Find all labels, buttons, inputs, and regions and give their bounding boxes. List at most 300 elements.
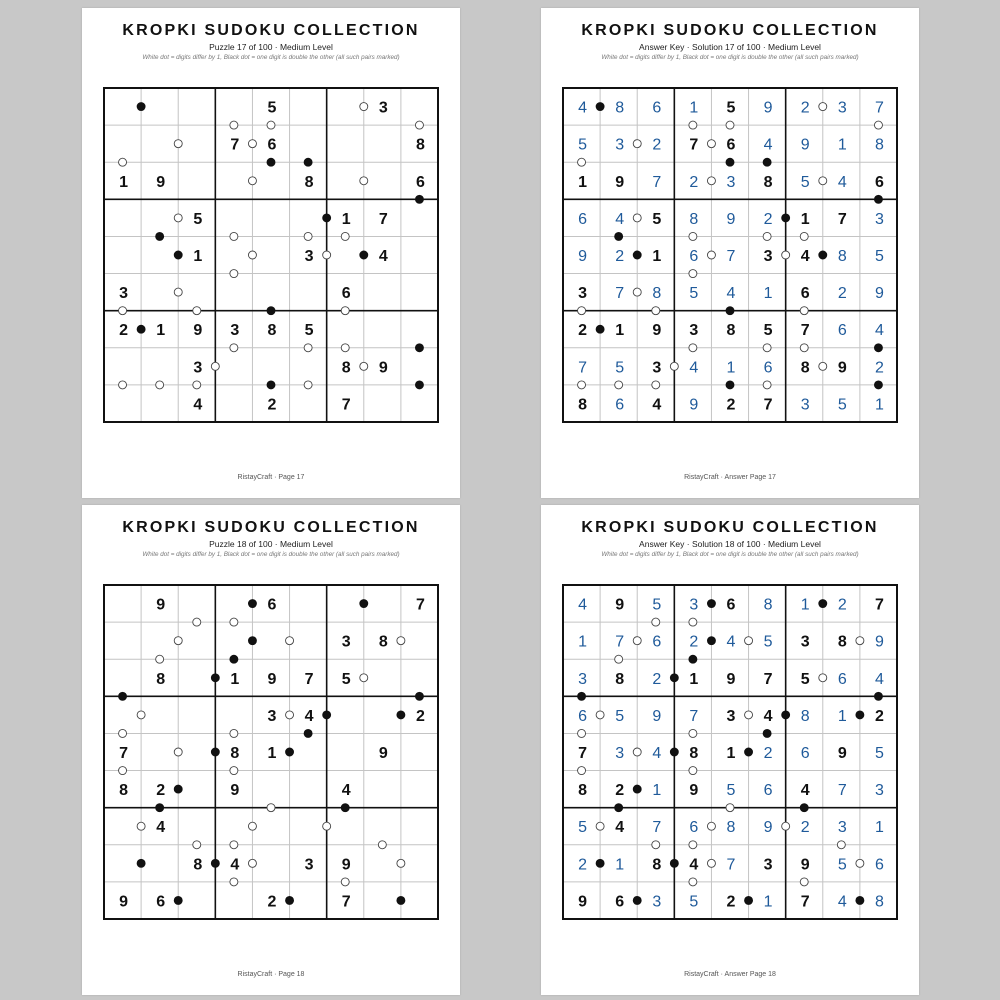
sudoku-board [104, 88, 438, 422]
white-dot [341, 344, 349, 352]
white-dot [156, 655, 164, 663]
white-dot [286, 711, 294, 719]
page-footer: RistayCraft · Answer Page 18 [684, 971, 776, 978]
white-dot [707, 859, 715, 867]
white-dot [670, 362, 678, 370]
white-dot [137, 711, 145, 719]
white-dot [782, 251, 790, 259]
black-dot [304, 158, 312, 166]
solution-digit: 6 [578, 210, 588, 228]
solution-digit: 6 [763, 359, 773, 377]
white-dot [596, 711, 604, 719]
white-dot [726, 804, 734, 812]
given-digit: 2 [726, 893, 736, 911]
dot-legend: White dot = digits differ by 1, Black dot = one digit is double the other (all such pairs marked) [601, 54, 859, 61]
white-dot [304, 232, 312, 240]
given-digit: 5 [341, 670, 351, 688]
white-dot [578, 158, 586, 166]
black-dot [304, 729, 312, 737]
given-digit: 3 [304, 248, 314, 265]
white-dot [707, 822, 715, 830]
given-digit: 7 [304, 670, 314, 688]
white-dot [689, 121, 697, 129]
solution-digit: 8 [763, 596, 773, 614]
given-digit: 2 [615, 782, 625, 800]
black-dot [874, 692, 882, 700]
solution-digit: 5 [874, 248, 884, 265]
given-digit: 4 [615, 819, 625, 837]
black-dot [670, 748, 678, 756]
solution-digit: 6 [578, 707, 588, 725]
given-digit: 2 [726, 396, 736, 414]
black-dot [763, 729, 771, 737]
solution-digit: 6 [837, 322, 847, 340]
white-dot [230, 878, 238, 886]
solution-digit: 9 [763, 819, 773, 837]
given-digit: 8 [119, 782, 129, 800]
white-dot [633, 288, 641, 296]
page-subtitle: Answer Key · Solution 17 of 100 · Medium Level [639, 42, 821, 52]
solution-digit: 5 [615, 707, 625, 725]
white-dot [819, 674, 827, 682]
solution-digit: 1 [689, 99, 699, 117]
solution-digit: 2 [578, 856, 588, 874]
white-dot [248, 859, 256, 867]
solution-digit: 2 [837, 596, 847, 614]
solution-digit: 3 [615, 745, 625, 762]
solution-digit: 6 [874, 856, 884, 874]
white-dot [193, 841, 201, 849]
page-title: KROPKI SUDOKU COLLECTION [122, 22, 420, 39]
solution-digit: 1 [726, 359, 736, 377]
white-dot [689, 270, 697, 278]
solution-digit: 6 [689, 819, 699, 837]
black-dot [397, 711, 405, 719]
white-dot [782, 822, 790, 830]
black-dot [874, 344, 882, 352]
page-subtitle: Puzzle 18 of 100 · Medium Level [209, 539, 333, 549]
black-dot [874, 381, 882, 389]
white-dot [230, 344, 238, 352]
solution-digit: 6 [689, 248, 699, 265]
solution-digit: 7 [837, 782, 847, 800]
black-dot [707, 600, 715, 608]
sudoku-board [563, 585, 897, 919]
given-digit: 3 [652, 359, 662, 377]
given-digit: 1 [230, 670, 240, 688]
solution-digit: 6 [800, 745, 810, 762]
white-dot [689, 878, 697, 886]
solution-digit: 5 [689, 893, 699, 911]
white-dot [119, 729, 127, 737]
white-dot [763, 381, 771, 389]
black-dot [360, 251, 368, 259]
white-dot [193, 307, 201, 315]
black-dot [286, 748, 294, 756]
black-dot [211, 859, 219, 867]
black-dot [267, 307, 275, 315]
given-digit: 8 [304, 173, 314, 191]
white-dot [652, 841, 660, 849]
given-digit: 1 [726, 745, 736, 762]
solution-digit: 7 [615, 285, 625, 303]
white-dot [615, 655, 623, 663]
white-dot [652, 618, 660, 626]
black-dot [174, 785, 182, 793]
given-digit: 4 [378, 248, 388, 265]
given-digit: 4 [763, 707, 773, 725]
solution-digit: 4 [689, 359, 699, 377]
white-dot [323, 251, 331, 259]
given-digit: 3 [304, 856, 314, 874]
white-dot [596, 822, 604, 830]
given-digit: 6 [726, 596, 736, 614]
white-dot [360, 362, 368, 370]
given-digit: 9 [267, 670, 277, 688]
given-digit: 2 [267, 893, 277, 911]
solution-digit: 3 [578, 670, 588, 688]
solution-digit: 2 [689, 633, 699, 651]
black-dot [415, 195, 423, 203]
black-dot [267, 381, 275, 389]
white-dot [652, 307, 660, 315]
black-dot [726, 158, 734, 166]
given-digit: 7 [378, 210, 388, 228]
solution-digit: 7 [726, 248, 736, 265]
given-digit: 4 [800, 782, 810, 800]
page-title: KROPKI SUDOKU COLLECTION [122, 519, 420, 536]
solution-digit: 2 [800, 819, 810, 837]
solution-digit: 5 [578, 819, 588, 837]
white-dot [800, 307, 808, 315]
black-dot [726, 381, 734, 389]
white-dot [341, 878, 349, 886]
solution-digit: 1 [615, 856, 625, 874]
given-digit: 9 [119, 893, 129, 911]
black-dot [615, 804, 623, 812]
given-digit: 9 [156, 173, 166, 191]
given-digit: 7 [874, 596, 884, 614]
white-dot [763, 232, 771, 240]
given-digit: 4 [800, 248, 810, 265]
given-digit: 8 [800, 359, 810, 377]
white-dot [800, 232, 808, 240]
solution-digit: 7 [578, 359, 588, 377]
given-digit: 6 [341, 285, 351, 303]
white-dot [726, 121, 734, 129]
given-digit: 9 [689, 782, 699, 800]
given-digit: 7 [689, 136, 699, 154]
solution-digit: 5 [578, 136, 588, 154]
given-digit: 8 [837, 633, 847, 651]
solution-digit: 8 [874, 893, 884, 911]
answer-18-page [541, 505, 919, 995]
white-dot [397, 637, 405, 645]
solution-digit: 8 [726, 819, 736, 837]
given-digit: 8 [726, 322, 736, 340]
given-digit: 4 [652, 396, 662, 414]
solution-digit: 6 [652, 633, 662, 651]
white-dot [819, 177, 827, 185]
white-dot [360, 103, 368, 111]
solution-digit: 9 [578, 248, 588, 265]
black-dot [596, 103, 604, 111]
solution-digit: 4 [726, 285, 736, 303]
solution-digit: 6 [615, 396, 625, 414]
solution-digit: 9 [800, 136, 810, 154]
solution-digit: 4 [578, 596, 588, 614]
given-digit: 8 [578, 782, 588, 800]
black-dot [856, 896, 864, 904]
solution-digit: 5 [874, 745, 884, 762]
black-dot [211, 674, 219, 682]
black-dot [211, 748, 219, 756]
white-dot [689, 767, 697, 775]
black-dot [670, 859, 678, 867]
white-dot [689, 729, 697, 737]
given-digit: 1 [652, 248, 662, 265]
black-dot [323, 214, 331, 222]
white-dot [248, 140, 256, 148]
white-dot [230, 232, 238, 240]
page-subtitle: Answer Key · Solution 18 of 100 · Medium Level [639, 539, 821, 549]
solution-digit: 3 [800, 396, 810, 414]
solution-digit: 9 [874, 633, 884, 651]
white-dot [874, 121, 882, 129]
black-dot [707, 637, 715, 645]
solution-digit: 4 [874, 670, 884, 688]
black-dot [633, 785, 641, 793]
white-dot [707, 251, 715, 259]
given-digit: 6 [267, 596, 277, 614]
white-dot [323, 822, 331, 830]
solution-digit: 9 [689, 396, 699, 414]
white-dot [707, 177, 715, 185]
black-dot [174, 896, 182, 904]
given-digit: 8 [415, 136, 425, 154]
white-dot [304, 344, 312, 352]
white-dot [248, 251, 256, 259]
given-digit: 3 [230, 322, 240, 340]
solution-digit: 4 [615, 210, 625, 228]
given-digit: 8 [615, 670, 625, 688]
white-dot [174, 637, 182, 645]
solution-digit: 4 [652, 745, 662, 762]
white-dot [230, 729, 238, 737]
given-digit: 8 [267, 322, 277, 340]
given-digit: 3 [119, 285, 129, 303]
white-dot [211, 362, 219, 370]
white-dot [230, 121, 238, 129]
given-digit: 9 [341, 856, 351, 874]
given-digit: 4 [304, 707, 314, 725]
given-digit: 1 [615, 322, 625, 340]
white-dot [578, 307, 586, 315]
black-dot [174, 251, 182, 259]
solution-digit: 5 [837, 396, 847, 414]
dot-legend: White dot = digits differ by 1, Black dot = one digit is double the other (all such pairs marked) [142, 54, 400, 61]
white-dot [763, 344, 771, 352]
solution-digit: 7 [652, 819, 662, 837]
given-digit: 7 [341, 893, 351, 911]
given-digit: 7 [763, 670, 773, 688]
given-digit: 4 [193, 396, 203, 414]
solution-digit: 7 [689, 707, 699, 725]
white-dot [819, 103, 827, 111]
white-dot [119, 381, 127, 389]
solution-digit: 1 [874, 396, 884, 414]
white-dot [174, 748, 182, 756]
solution-digit: 3 [615, 136, 625, 154]
given-digit: 4 [230, 856, 240, 874]
white-dot [652, 381, 660, 389]
given-digit: 9 [615, 173, 625, 191]
given-digit: 2 [156, 782, 166, 800]
solution-digit: 7 [874, 99, 884, 117]
given-digit: 1 [193, 248, 203, 265]
given-digit: 3 [763, 856, 773, 874]
white-dot [341, 307, 349, 315]
given-digit: 2 [119, 322, 129, 340]
black-dot [782, 214, 790, 222]
given-digit: 3 [193, 359, 203, 377]
black-dot [137, 103, 145, 111]
page-footer: RistayCraft · Page 17 [237, 474, 305, 481]
black-dot [137, 859, 145, 867]
given-digit: 9 [652, 322, 662, 340]
given-digit: 8 [578, 396, 588, 414]
solution-digit: 4 [578, 99, 588, 117]
black-dot [341, 804, 349, 812]
given-digit: 7 [763, 396, 773, 414]
white-dot [230, 618, 238, 626]
solution-digit: 3 [689, 596, 699, 614]
white-dot [174, 140, 182, 148]
page-title: KROPKI SUDOKU COLLECTION [581, 519, 879, 536]
solution-digit: 5 [652, 596, 662, 614]
white-dot [304, 381, 312, 389]
solution-digit: 8 [689, 210, 699, 228]
dot-legend: White dot = digits differ by 1, Black dot = one digit is double the other (all such pairs marked) [601, 551, 859, 558]
given-digit: 9 [378, 745, 388, 762]
solution-digit: 6 [763, 782, 773, 800]
solution-digit: 5 [726, 782, 736, 800]
black-dot [874, 195, 882, 203]
black-dot [415, 344, 423, 352]
solution-digit: 5 [689, 285, 699, 303]
solution-digit: 9 [726, 210, 736, 228]
given-digit: 5 [726, 99, 736, 117]
given-digit: 6 [726, 136, 736, 154]
white-dot [230, 767, 238, 775]
solution-digit: 2 [615, 248, 625, 265]
black-dot [415, 692, 423, 700]
black-dot [763, 158, 771, 166]
puzzle-18-page [82, 505, 460, 995]
white-dot [856, 637, 864, 645]
solution-digit: 4 [837, 893, 847, 911]
solution-digit: 9 [652, 707, 662, 725]
given-digit: 2 [415, 707, 425, 725]
white-dot [193, 618, 201, 626]
black-dot [156, 804, 164, 812]
black-dot [670, 674, 678, 682]
white-dot [633, 637, 641, 645]
solution-digit: 1 [763, 285, 773, 303]
white-dot [615, 381, 623, 389]
given-digit: 9 [800, 856, 810, 874]
black-dot [230, 655, 238, 663]
black-dot [782, 711, 790, 719]
white-dot [378, 841, 386, 849]
black-dot [360, 600, 368, 608]
white-dot [193, 381, 201, 389]
solution-digit: 2 [800, 99, 810, 117]
solution-digit: 6 [837, 670, 847, 688]
white-dot [248, 177, 256, 185]
solution-digit: 4 [874, 322, 884, 340]
white-dot [137, 822, 145, 830]
dot-legend: White dot = digits differ by 1, Black dot = one digit is double the other (all such pairs marked) [142, 551, 400, 558]
black-dot [415, 381, 423, 389]
white-dot [837, 841, 845, 849]
white-dot [397, 859, 405, 867]
given-digit: 6 [874, 173, 884, 191]
page-footer: RistayCraft · Page 18 [237, 971, 305, 978]
white-dot [119, 767, 127, 775]
given-digit: 9 [378, 359, 388, 377]
page-title: KROPKI SUDOKU COLLECTION [581, 22, 879, 39]
black-dot [633, 251, 641, 259]
white-dot [119, 307, 127, 315]
given-digit: 7 [837, 210, 847, 228]
solution-digit: 5 [837, 856, 847, 874]
given-digit: 5 [652, 210, 662, 228]
given-digit: 1 [578, 173, 588, 191]
sudoku-board [104, 585, 438, 919]
black-dot [323, 711, 331, 719]
given-digit: 3 [578, 285, 588, 303]
black-dot [633, 896, 641, 904]
black-dot [596, 859, 604, 867]
given-digit: 7 [800, 322, 810, 340]
given-digit: 3 [726, 707, 736, 725]
given-digit: 3 [689, 322, 699, 340]
puzzle-17-page [82, 8, 460, 498]
given-digit: 8 [230, 745, 240, 762]
given-digit: 1 [156, 322, 166, 340]
black-dot [819, 251, 827, 259]
given-digit: 9 [837, 359, 847, 377]
given-digit: 5 [800, 670, 810, 688]
black-dot [267, 158, 275, 166]
black-dot [248, 637, 256, 645]
solution-digit: 1 [837, 136, 847, 154]
solution-digit: 3 [652, 893, 662, 911]
given-digit: 4 [341, 782, 351, 800]
black-dot [726, 307, 734, 315]
given-digit: 3 [341, 633, 351, 651]
white-dot [341, 232, 349, 240]
white-dot [578, 767, 586, 775]
given-digit: 4 [689, 856, 699, 874]
solution-digit: 1 [874, 819, 884, 837]
solution-digit: 2 [837, 285, 847, 303]
solution-digit: 9 [874, 285, 884, 303]
solution-digit: 8 [652, 285, 662, 303]
solution-digit: 1 [800, 596, 810, 614]
white-dot [745, 711, 753, 719]
